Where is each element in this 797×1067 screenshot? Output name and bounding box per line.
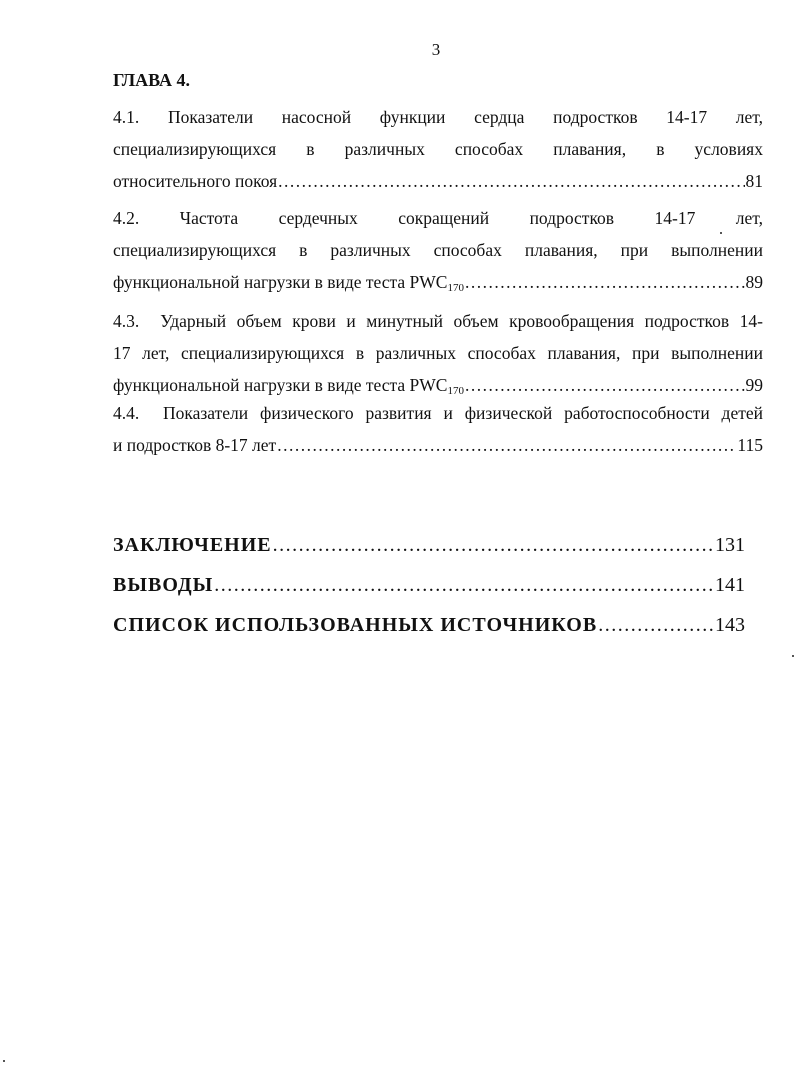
toc-entry-4-4[interactable] <box>113 397 763 461</box>
dot-leader <box>278 165 744 197</box>
toc-page-number: 115 <box>737 435 763 455</box>
dot-leader <box>214 574 714 597</box>
toc-page-number: 81 <box>745 171 763 191</box>
toc-page-number: 89 <box>745 272 763 292</box>
toc-entry-text: и подростков 8-17 лет <box>113 435 277 455</box>
scan-speck <box>720 232 722 234</box>
toc-entry-line: 4.1. Показатели насосной функции сердца подростков 14-17 лет, <box>113 107 763 127</box>
toc-entry-line: 4.4. Показатели физического развития и физической работоспособности детей <box>113 403 763 423</box>
chapter-title: ГЛАВА 4. <box>113 70 191 90</box>
toc-section-references[interactable] <box>113 614 745 637</box>
toc-section-title: СПИСОК ИСПОЛЬЗОВАННЫХ ИСТОЧНИКОВ <box>113 614 598 636</box>
toc-entry-text: функциональной нагрузки в виде теста $PWC_{170}$ <box>113 375 464 397</box>
toc-page-number: 143 <box>715 614 745 636</box>
toc-entry-last-line <box>113 165 763 197</box>
dot-leader <box>465 266 745 298</box>
toc-entry-line: специализирующихся в различных способах плавания, при выполнении <box>113 240 763 260</box>
toc-entry-line: 4.3. Ударный объем крови и минутный объем кровообращения подростков 14- <box>113 311 763 331</box>
toc-entry-line: 4.2. Частота сердечных сокращений подростков 14-17 лет, <box>113 208 763 228</box>
toc-entry-4-1[interactable] <box>113 101 763 197</box>
toc-entry-4-3[interactable] <box>113 305 763 401</box>
page-number: 3 <box>431 40 441 59</box>
toc-entry-text: функциональной нагрузки в виде теста $PWC_{170}$ <box>113 272 464 294</box>
dot-leader <box>598 614 714 637</box>
dot-leader <box>277 429 736 461</box>
toc-entry-4-2[interactable] <box>113 202 763 298</box>
toc-page-number: 131 <box>715 534 745 556</box>
toc-section-conclusion[interactable] <box>113 534 745 557</box>
toc-entry-text: относительного покоя <box>113 171 278 191</box>
toc-section-title: ВЫВОДЫ <box>113 574 214 596</box>
scan-speck <box>792 655 794 657</box>
toc-entry-last-line <box>113 266 763 298</box>
toc-entry-line: специализирующихся в различных способах плавания, в условиях <box>113 139 763 159</box>
toc-entry-line: 17 лет, специализирующихся в различных способах плавания, при выполнении <box>113 343 763 363</box>
toc-entry-last-line <box>113 429 763 461</box>
toc-page-number: 141 <box>715 574 745 596</box>
dot-leader <box>273 534 714 557</box>
toc-section-title: ЗАКЛЮЧЕНИЕ <box>113 534 272 556</box>
toc-page-number: 99 <box>745 375 763 395</box>
toc-section-findings[interactable] <box>113 574 745 597</box>
scan-speck <box>3 1060 5 1062</box>
